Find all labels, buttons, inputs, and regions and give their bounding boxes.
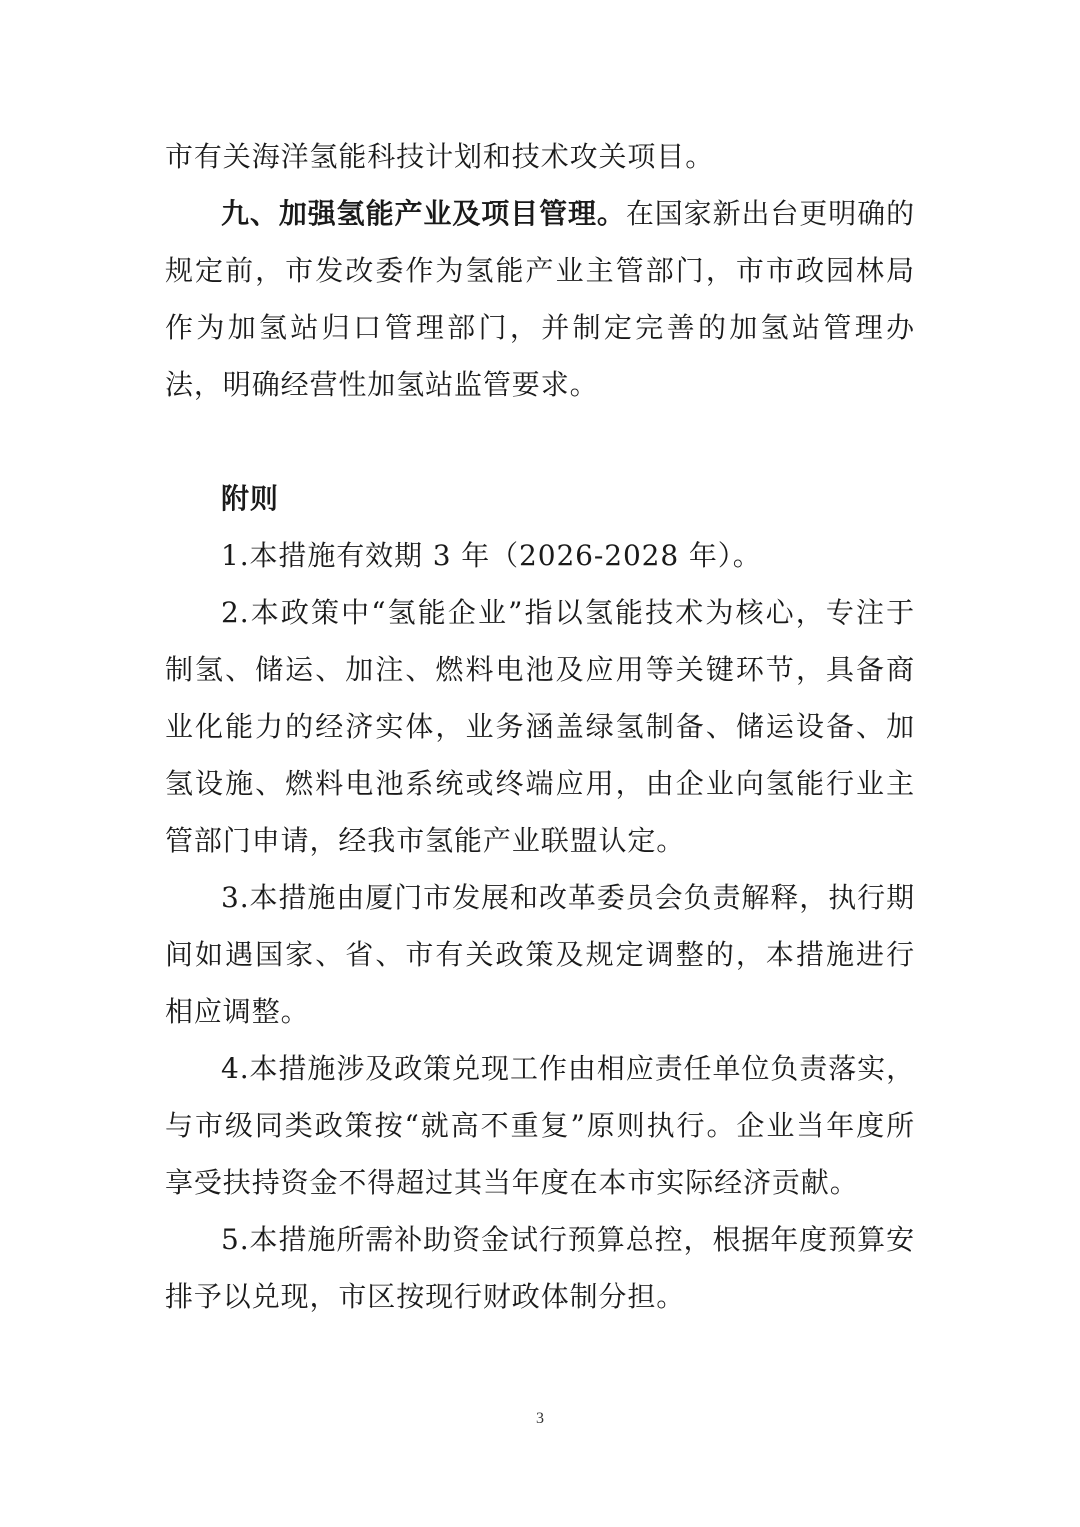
spacer [165, 413, 915, 470]
appendix-item-5: 5.本措施所需补助资金试行预算总控，根据年度预算安排予以兑现，市区按现行财政体制分担。 [165, 1223, 915, 1313]
section-9-body: 在国家新出台更明确的规定前，市发改委作为氢能产业主管部门，市市政园林局作为加氢站归口管理部门，并制定完善的加氢站管理办法，明确经营性加氢站监管要求。 [165, 197, 915, 401]
section-9-heading: 九、加强氢能产业及项目管理。 [221, 197, 626, 230]
appendix-item-2: 2.本政策中“氢能企业”指以氢能技术为核心，专注于制氢、储运、加注、燃料电池及应用等关键环节，具备商业化能力的经济实体，业务涵盖绿氢制备、储运设备、加氢设施、燃料电池系统或终端应用，由企业向氢能行业主管部门申请，经我市氢能产业联盟认定。 [165, 596, 915, 857]
appendix-item-4: 4.本措施涉及政策兑现工作由相应责任单位负责落实，与市级同类政策按“就高不重复”原则执行。企业当年度所享受扶持资金不得超过其当年度在本市实际经济贡献。 [165, 1052, 915, 1199]
appendix-title: 附则 [221, 482, 279, 515]
section-9-paragraph [165, 185, 915, 413]
document-body [165, 128, 915, 1325]
page-number: 3 [536, 1410, 544, 1427]
appendix-item-1: 1.本措施有效期 3 年（2026-2028 年）。 [221, 539, 762, 572]
paragraph-continuation: 市有关海洋氢能科技计划和技术攻关项目。 [165, 140, 715, 173]
appendix-item-3: 3.本措施由厦门市发展和改革委员会负责解释，执行期间如遇国家、省、市有关政策及规定调整的，本措施进行相应调整。 [165, 881, 915, 1028]
